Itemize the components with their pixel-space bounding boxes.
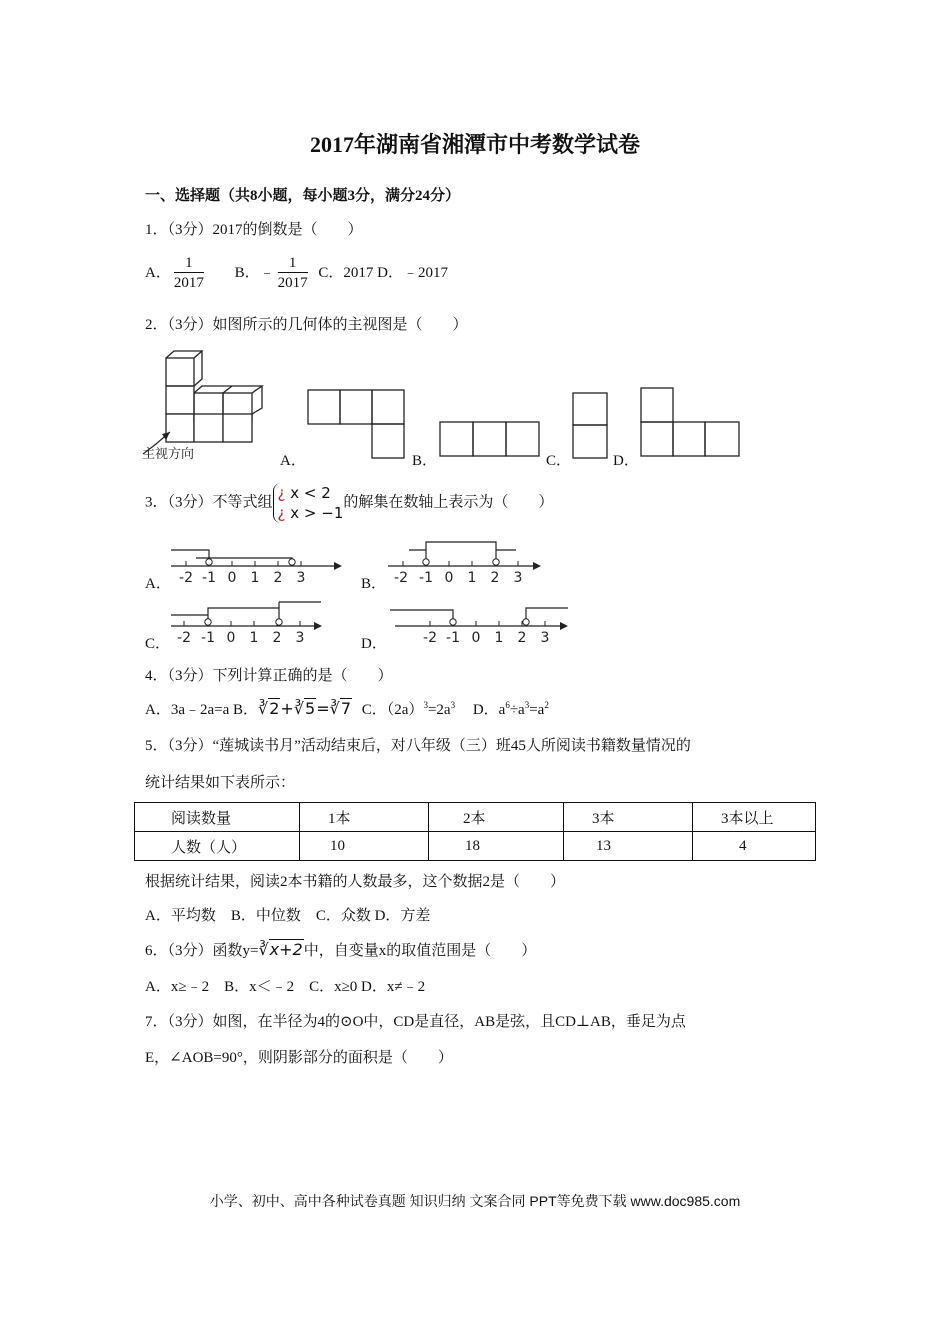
q1-option-a-label: A． (145, 264, 171, 281)
svg-text:0: 0 (227, 570, 237, 586)
table-row (135, 832, 816, 861)
question-1-stem: 1．（3分）2017的倒数是（ ） (145, 222, 363, 238)
svg-text:3: 3 (295, 630, 305, 644)
svg-text:1: 1 (249, 630, 259, 644)
table-cell: 阅读数量 (135, 803, 300, 832)
page-footer: 小学、初中、高中各种试卷真题 知识归纳 文案合同 PPT等免费下载 www.doc985.com (209, 1193, 741, 1209)
q1-option-b-label: B．﹣ (234, 264, 275, 281)
svg-text:2: 2 (272, 630, 282, 644)
question-7-line2: E，∠AOB=90°，则阴影部分的面积是（ ） (145, 1050, 453, 1066)
svg-text:2: 2 (273, 570, 283, 586)
q5-statistics-table (134, 802, 816, 861)
q4-option-d: D．$a^6\div a^3=a^2$ (472, 700, 549, 718)
q2-solid-figure (140, 348, 270, 463)
q2-figure-caption: 主视方向 (142, 447, 195, 462)
q3-numberline-b (383, 538, 553, 584)
question-6-options: A．x≥﹣2 B．x＜﹣2 C．x≥0 D．x≠﹣2 (145, 979, 426, 995)
svg-text:3: 3 (540, 630, 550, 646)
q3-label-b: B． (361, 576, 387, 592)
q3-numberline-d (390, 600, 575, 646)
question-4-stem: 4．（3分）下列计算正确的是（ ） (145, 668, 393, 684)
table-cell: 13 (564, 832, 693, 861)
table-cell: 2本 (429, 803, 564, 832)
table-cell: 18 (429, 832, 564, 861)
question-5-after-table: 根据统计结果，阅读2本书籍的人数最多，这个数据2是（ ） (145, 874, 566, 890)
question-4-options (145, 698, 549, 719)
svg-text:3: 3 (296, 570, 306, 586)
svg-text:1: 1 (250, 570, 260, 586)
svg-text:-1: -1 (419, 570, 433, 584)
question-3-stem (145, 483, 553, 523)
page-title: 2017年湖南省湘潭市中考数学试卷 (309, 132, 640, 157)
q3-stem-start: 3．（3分）不等式组 (145, 494, 273, 511)
question-6-stem (145, 939, 536, 960)
question-7-line1: 7．（3分）如图，在半径为4的⊙O中，CD是直径，AB是弦，且CD⊥AB，垂足为点 (145, 1014, 686, 1030)
svg-text:-1: -1 (201, 630, 215, 644)
svg-text:0: 0 (471, 630, 481, 646)
svg-text:1: 1 (467, 570, 477, 584)
table-cell: 人数（人） (135, 832, 300, 861)
question-2-stem: 2．（3分）如图所示的几何体的主视图是（ ） (145, 317, 468, 333)
q3-label-a: A． (145, 576, 171, 592)
q3-numberline-c (166, 598, 336, 644)
q3-stem-end: 的解集在数轴上表示为（ ） (343, 494, 554, 511)
q2-label-c: C． (546, 453, 572, 469)
q3-label-d: D． (361, 636, 387, 652)
q1-fraction-a: $\frac{1}{2017}$ (173, 255, 204, 291)
q2-label-d: D． (613, 453, 639, 469)
table-cell: 4 (693, 832, 816, 861)
svg-text:-1: -1 (446, 630, 460, 646)
q6-stem-end: 中，自变量x的取值范围是（ ） (303, 943, 537, 959)
svg-text:1: 1 (494, 630, 504, 646)
q1-fraction-b: $\frac{1}{2017}$ (277, 255, 308, 291)
svg-text:-2: -2 (179, 570, 193, 586)
svg-text:-1: -1 (202, 570, 216, 586)
question-5-stem-line1: 5．（3分）“莲城读书月”活动结束后，对八年级（三）班45人所阅读书籍数量情况的 (145, 738, 691, 754)
question-1-options (145, 254, 448, 293)
svg-text:-2: -2 (423, 630, 437, 646)
svg-text:2: 2 (490, 570, 500, 584)
q4-option-a: A．3a﹣2a=a B． (145, 702, 259, 718)
svg-text:-2: -2 (177, 630, 191, 644)
table-row (135, 803, 816, 832)
q6-stem-start: 6．（3分）函数y= (145, 943, 259, 959)
q3-numberline-a (166, 540, 346, 586)
question-5-stem-line2: 统计结果如下表所示： (145, 775, 296, 791)
q4-option-c: C．$(2a)^3=2a^3$ (361, 700, 456, 718)
q4-option-b-expression: ∛2+∛5=∛7 (258, 699, 352, 718)
q1-option-cd: C．2017 D．﹣2017 (318, 264, 448, 281)
section-heading: 一、选择题（共8小题，每小题3分，满分24分） (145, 188, 461, 204)
svg-text:2: 2 (517, 630, 527, 646)
question-5-options: A．平均数 B．中位数 C．众数 D．方差 (145, 908, 431, 924)
q2-option-views (276, 380, 756, 472)
table-cell: 3本 (564, 803, 693, 832)
table-cell: 10 (300, 832, 429, 861)
q3-label-c: C． (145, 636, 171, 652)
svg-text:3: 3 (513, 570, 523, 584)
q2-label-a: A． (280, 453, 306, 469)
svg-text:0: 0 (444, 570, 454, 584)
table-cell: 1本 (300, 803, 429, 832)
table-cell: 3本以上 (693, 803, 816, 832)
q6-radical: ∛x+2 (258, 940, 303, 959)
q3-inequality-system: ¿ x < 2 ¿ x > −1 (273, 483, 344, 523)
svg-text:-2: -2 (394, 570, 408, 584)
svg-text:0: 0 (226, 630, 236, 644)
q2-label-b: B． (412, 453, 438, 469)
